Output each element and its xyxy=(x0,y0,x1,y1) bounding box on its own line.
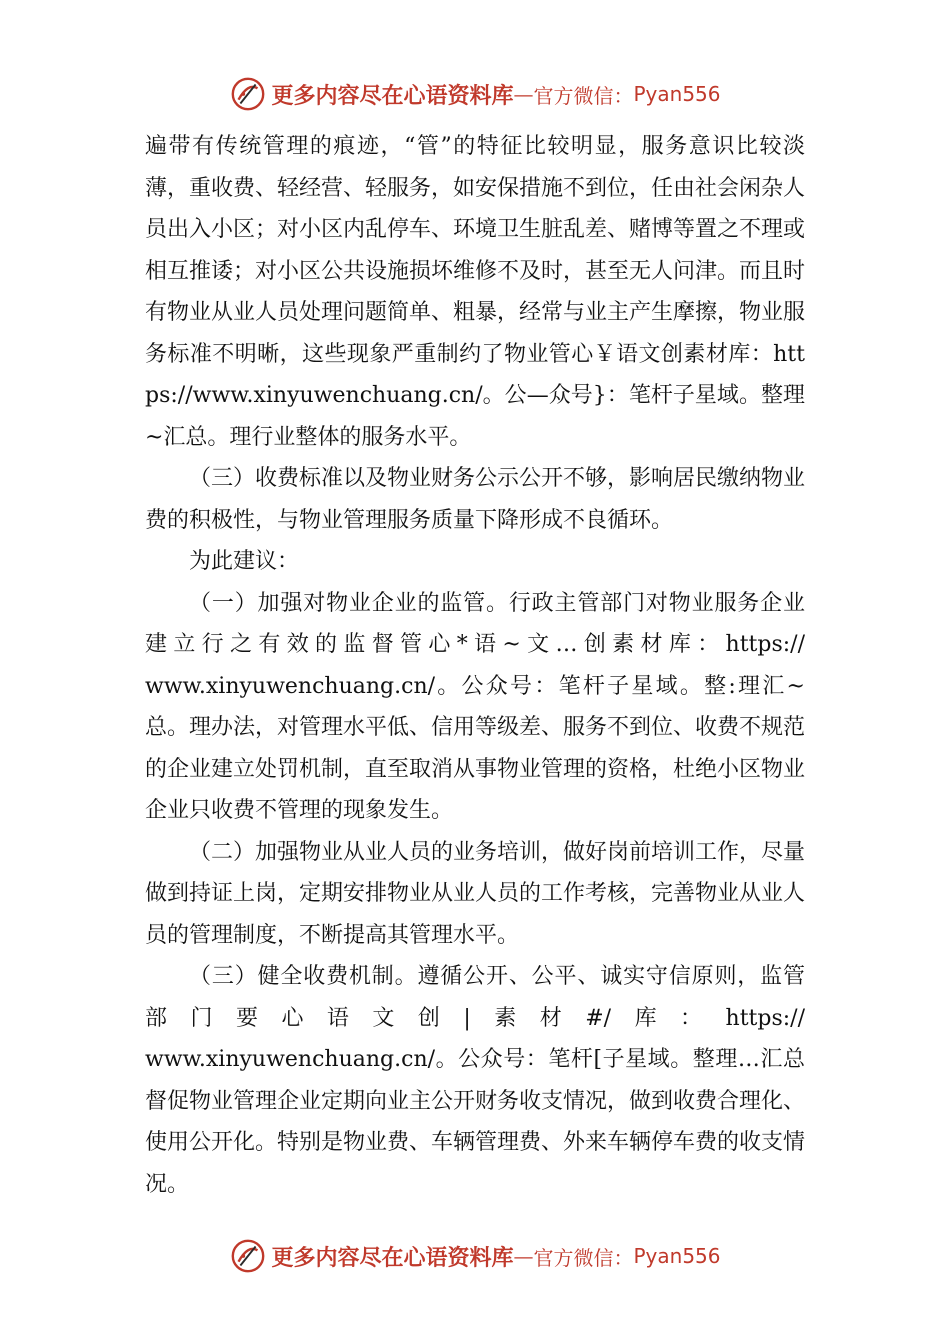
book-logo-icon xyxy=(229,1237,267,1275)
header-contact-id: Pyan556 xyxy=(633,82,721,106)
footer-banner xyxy=(0,1236,950,1276)
paragraph-6-line-2: 部门要心语文创|素材#/库：https:// xyxy=(145,1005,805,1031)
footer-separator: — xyxy=(513,1244,534,1268)
header-banner xyxy=(0,74,950,114)
paragraph-1: 遍带有传统管理的痕迹，“管”的特征比较明显，服务意识比较淡薄，重收费、轻经营、轻服务，如安保措施不到位，任由社会闲杂人员出入小区；对小区内乱停车、环境卫生脏乱差、赌博等置之不理或相互推诿；对小区公共设施损坏维修不及时，甚至无人问津。而且时有物业从业人员处理问题简单、粗暴，经常与业主产生摩擦，物业服务标准不明晰，这些现象严重制约了物业管心￥语文创素材库：https://www.xinyuwenchuang.cn/。公—众号}：笔杆子星域。整理~汇总。理行业整体的服务水平。 xyxy=(145,134,806,450)
footer-brand: 更多内容尽在心语资料库 xyxy=(271,1244,514,1271)
paragraph-5: （二）加强物业从业人员的业务培训，做好岗前培训工作，尽量做到持证上岗，定期安排物业从业人员的工作考核，完善物业从业人员的管理制度，不断提高其管理水平。 xyxy=(145,839,806,948)
paragraph-2: （三）收费标准以及物业财务公示公开不够，影响居民缴纳物业费的积极性，与物业管理服务质量下降形成不良循环。 xyxy=(145,466,806,533)
footer-contact-label: 官方微信： xyxy=(533,1245,634,1270)
paragraph-3: 为此建议： xyxy=(189,549,300,574)
paragraph-4-line-1: （一）加强对物业企业的监管。行政主管部门对物业服务企业 xyxy=(189,590,805,616)
document-body xyxy=(145,126,805,1205)
paragraph-6-rest: www.xinyuwenchuang.cn/。公众号：笔杆[子星域。整理…汇总督促物业管理企业定期向业主公开财务收支情况，做到收费合理化、使用公开化。特别是物业费、车辆管理费、外来车辆停车费的收支情况。 xyxy=(145,1047,806,1197)
book-logo-icon xyxy=(229,75,267,113)
paragraph-6-line-1: （三）健全收费机制。遵循公开、公平、诚实守信原则，监管 xyxy=(189,964,805,989)
footer-contact-id: Pyan556 xyxy=(633,1244,721,1268)
paragraph-4-rest: www.xinyuwenchuang.cn/。公众号：笔杆子星域。整:理汇~总。理办法，对管理水平低、信用等级差、服务不到位、收费不规范的企业建立处罚机制，直至取消从事物业管理的资格，杜绝小区物业企业只收费不管理的现象发生。 xyxy=(145,673,806,823)
header-separator: — xyxy=(513,82,534,106)
paragraph-4-line-2: 建立行之有效的监督管心*语~文…创素材库：https:// xyxy=(145,632,805,657)
header-brand: 更多内容尽在心语资料库 xyxy=(271,82,514,109)
header-contact-label: 官方微信： xyxy=(533,83,634,108)
